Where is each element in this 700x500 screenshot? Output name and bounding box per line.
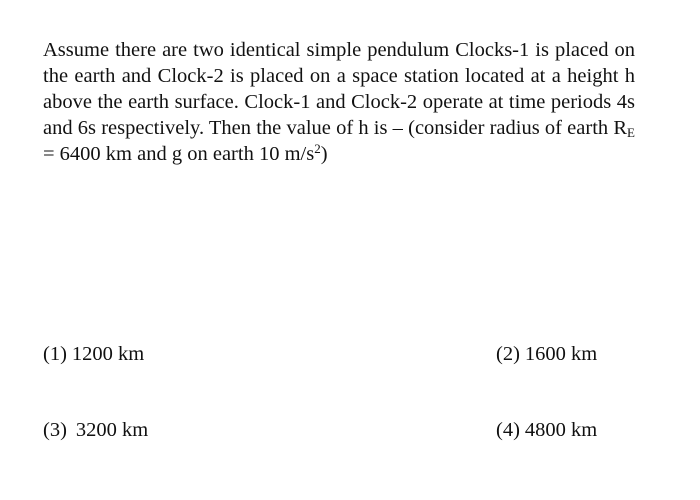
option-3-number: (3) [43, 419, 67, 441]
option-1-text: 1200 km [71, 343, 145, 365]
option-2-text: 1600 km [524, 343, 598, 365]
option-4[interactable] [496, 417, 597, 443]
option-4-number: (4) [496, 419, 520, 441]
option-2[interactable] [496, 341, 597, 367]
option-1[interactable] [43, 341, 144, 367]
question-part-1: Assume there are two identical simple pendulum Clocks-1 is placed on the earth and Clock-2 is placed on a space station located at a height h above the earth surface. Clock-1 and Clock-2 operate at time periods 4s and 6s respectively. Then the value of h is – (consider radius of earth R [43, 39, 635, 139]
option-1-number: (1) [43, 343, 67, 365]
question-part-2: = 6400 km and g on earth 10 m/s [43, 143, 315, 165]
question-part-3: ) [320, 143, 328, 165]
option-2-number: (2) [496, 343, 520, 365]
earth-subscript: E [627, 125, 635, 140]
squared-superscript: 2 [314, 141, 321, 156]
option-4-text: 4800 km [524, 419, 598, 441]
option-3[interactable] [43, 417, 148, 443]
question-text [43, 37, 635, 167]
option-3-text: 3200 km [75, 419, 149, 441]
